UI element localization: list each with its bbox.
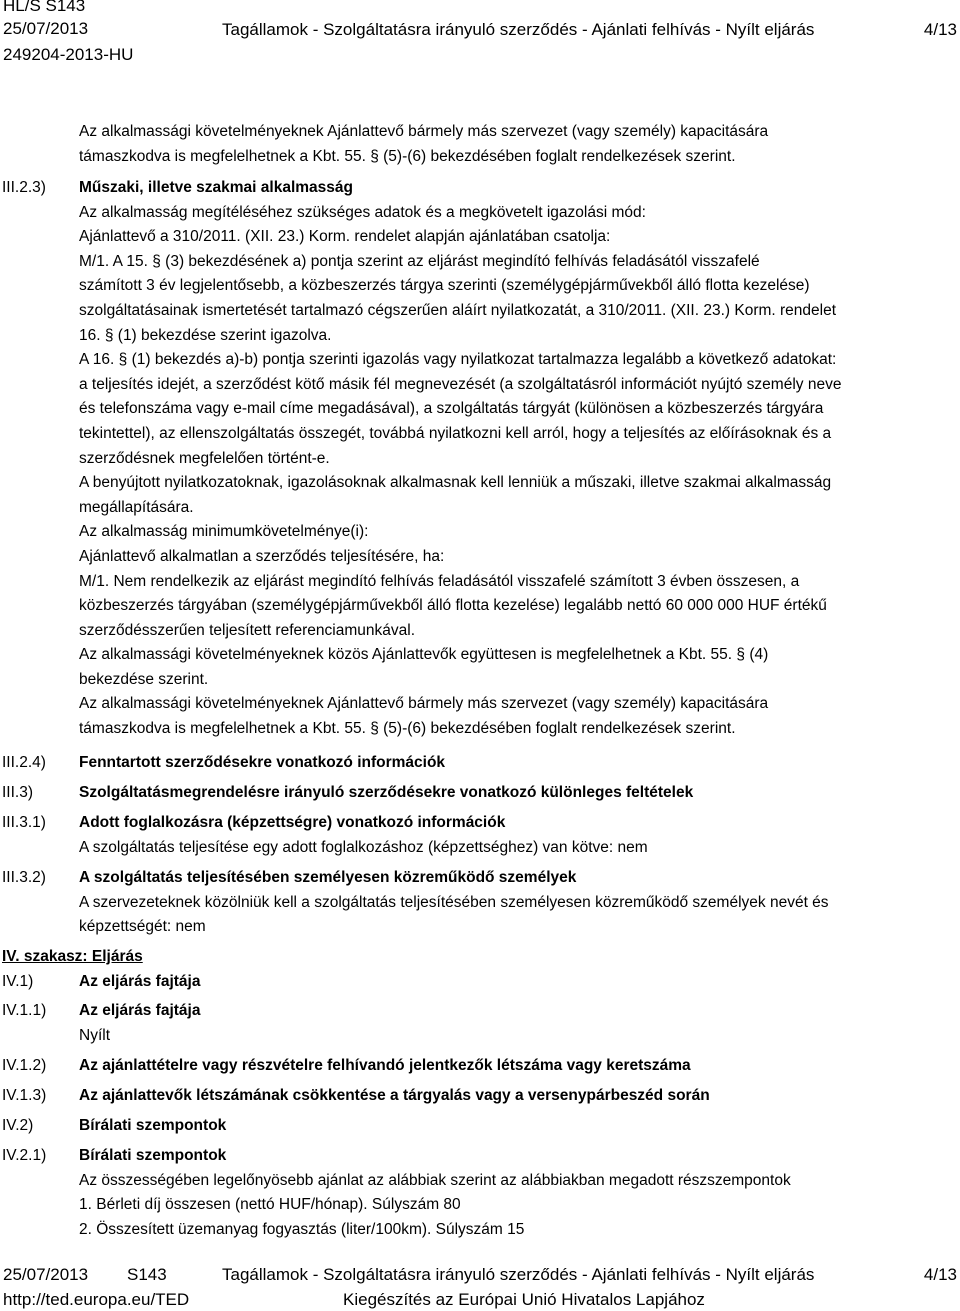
section-heading: Az eljárás fajtája xyxy=(79,973,201,990)
section-number: IV.1.2) xyxy=(2,1057,47,1074)
section-number: IV.2) xyxy=(2,1117,34,1134)
text-line: megállapítására. xyxy=(79,498,194,516)
section-heading: Az eljárás fajtája xyxy=(79,1002,201,1019)
section-heading: Az ajánlattételre vagy részvételre felhívandó jelentkezők létszáma vagy keretszáma xyxy=(79,1057,691,1074)
section-heading: Az ajánlattevők létszámának csökkentése a tárgyalás vagy a versenypárbeszéd során xyxy=(79,1087,710,1104)
text-line: Nyílt xyxy=(79,1026,110,1044)
text-line: Ajánlattevő alkalmatlan a szerződés teljesítésére, ha: xyxy=(79,547,445,565)
header-date: 25/07/2013 xyxy=(3,19,89,38)
notice-number: 249204-2013-HU xyxy=(3,45,134,64)
section-heading: Szolgáltatásmegrendelésre irányuló szerződésekre vonatkozó különleges feltételek xyxy=(79,784,694,801)
text-line: Az alkalmassági követelményeknek közös Ajánlattevők együttesen is megfelelhetnek a Kbt. 55. § (4) xyxy=(79,646,769,664)
text-line: A benyújtott nyilatkozatoknak, igazolásoknak alkalmasnak kell lenniük a műszaki, illetve szakmai alkalmasság xyxy=(79,474,832,492)
text-line: Az alkalmassági követelményeknek Ajánlattevő bármely más szervezet (vagy személy) kapacitására xyxy=(79,123,769,140)
section-number: III.3) xyxy=(2,784,34,801)
section-number: III.2.3) xyxy=(2,179,46,196)
section-heading: Bírálati szempontok xyxy=(79,1147,227,1164)
section-heading: Adott foglalkozásra (képzettségre) vonatkozó információk xyxy=(79,814,506,831)
doc-id-line: HL/S S143 xyxy=(3,0,86,15)
text-line: képzettségét: nem xyxy=(79,918,206,936)
text-line: számított 3 év legjelentősebb, a közbeszerzés tárgya szerinti (személygépjárművekből álló flotta kezelése) xyxy=(79,277,810,295)
section-number: III.3.1) xyxy=(2,814,46,831)
text-line: szolgáltatásainak ismertetését tartalmazó cégszerűen aláírt nyilatkozatát, a 310/2011. (XII. 23.) Korm. rendelet xyxy=(79,301,837,319)
footer-url[interactable]: http://ted.europa.eu/TED xyxy=(3,1290,190,1309)
section-number: IV.1.3) xyxy=(2,1087,47,1104)
text-line: szerződésszerűen teljesített referenciamunkával. xyxy=(79,621,415,639)
text-line: közbeszerzés tárgyában (személygépjárművekből álló flotta kezelése) legalább nettó 60 000 000 HUF értékű xyxy=(79,597,827,615)
page-footer xyxy=(0,1265,960,1311)
section-heading: A szolgáltatás teljesítésében személyesen közreműködő személyek xyxy=(79,869,577,886)
text-line: 2. Összesített üzemanyag fogyasztás (liter/100km). Súlyszám 15 xyxy=(79,1220,525,1238)
section-number: IV.1) xyxy=(2,973,34,990)
section-number: III.3.2) xyxy=(2,869,46,886)
section-heading: Műszaki, illetve szakmai alkalmasság xyxy=(79,179,353,196)
section-heading: Bírálati szempontok xyxy=(79,1117,227,1134)
section-heading: Fenntartott szerződésekre vonatkozó információk xyxy=(79,754,446,771)
text-line: Ajánlattevő a 310/2011. (XII. 23.) Korm. rendelet alapján ajánlatában csatolja: xyxy=(79,228,611,246)
footer-publisher: Kiegészítés az Európai Unió Hivatalos Lapjához xyxy=(343,1290,705,1309)
text-line: tekintettel), az ellenszolgáltatás összegét, továbbá nyilatkozni kell arról, hogy a teljesítés az előírásoknak és a xyxy=(79,424,832,442)
section-number: III.2.4) xyxy=(2,754,46,771)
text-line: bekezdése szerint. xyxy=(79,670,209,688)
text-line: Az alkalmasság megítéléséhez szükséges adatok és a megkövetelt igazolási mód: xyxy=(79,203,646,221)
section-number: IV.2.1) xyxy=(2,1147,47,1164)
text-line: Az alkalmasság minimumkövetelménye(i): xyxy=(79,523,369,541)
text-line: támaszkodva is megfelelhetnek a Kbt. 55. § (5)-(6) bekezdésében foglalt rendelkezések szerint. xyxy=(79,720,736,738)
text-line: Az összességében legelőnyösebb ajánlat az alábbiak szerint az alábbiakban megadott részszempontok xyxy=(79,1171,791,1189)
text-line: a teljesítés idejét, a szerződést kötő másik fél megnevezését (a szolgáltatásról információt nyújtó személy neve xyxy=(79,375,842,393)
footer-date: 25/07/2013 xyxy=(3,1265,89,1284)
text-line: 16. § (1) bekezdése szerint igazolva. xyxy=(79,326,332,344)
text-line: szerződésnek megfelelően történt-e. xyxy=(79,449,330,467)
text-line: és telefonszáma vagy e-mail címe megadásával), a szolgáltatás tárgyát (különösen a közbeszerzés tárgyára xyxy=(79,400,824,418)
page-header xyxy=(0,0,960,72)
header-page-number: 4/13 xyxy=(923,20,957,39)
section-IV-title: IV. szakasz: Eljárás xyxy=(2,948,143,965)
text-line: 1. Bérleti díj összesen (nettó HUF/hónap). Súlyszám 80 xyxy=(79,1196,461,1214)
text-line: M/1. A 15. § (3) bekezdésének a) pontja szerint az eljárást megindító felhívás feladásától visszafelé xyxy=(79,252,760,270)
text-line: A szolgáltatás teljesítése egy adott foglalkozáshoz (képzettséghez) van kötve: nem xyxy=(79,838,648,856)
header-title: Tagállamok - Szolgáltatásra irányuló szerződés - Ajánlati felhívás - Nyílt eljárás xyxy=(222,20,815,39)
text-line: Az alkalmassági követelményeknek Ajánlattevő bármely más szervezet (vagy személy) kapacitására xyxy=(79,695,769,713)
footer-title: Tagállamok - Szolgáltatásra irányuló szerződés - Ajánlati felhívás - Nyílt eljárás xyxy=(222,1265,815,1284)
footer-page-number: 4/13 xyxy=(923,1265,957,1284)
footer-series: S143 xyxy=(127,1265,167,1284)
section-number: IV.1.1) xyxy=(2,1002,47,1019)
text-line: támaszkodva is megfelelhetnek a Kbt. 55. § (5)-(6) bekezdésében foglalt rendelkezések szerint. xyxy=(79,147,736,165)
text-line: M/1. Nem rendelkezik az eljárást megindító felhívás feladásától visszafelé számított 3 évben összesen, a xyxy=(79,572,800,590)
text-line: A 16. § (1) bekezdés a)-b) pontja szerinti igazolás vagy nyilatkozat tartalmazza legalább a következő adatokat: xyxy=(79,351,837,369)
text-line: A szervezeteknek közölniük kell a szolgáltatás teljesítésében személyesen közreműködő személyek nevét és xyxy=(79,893,829,911)
